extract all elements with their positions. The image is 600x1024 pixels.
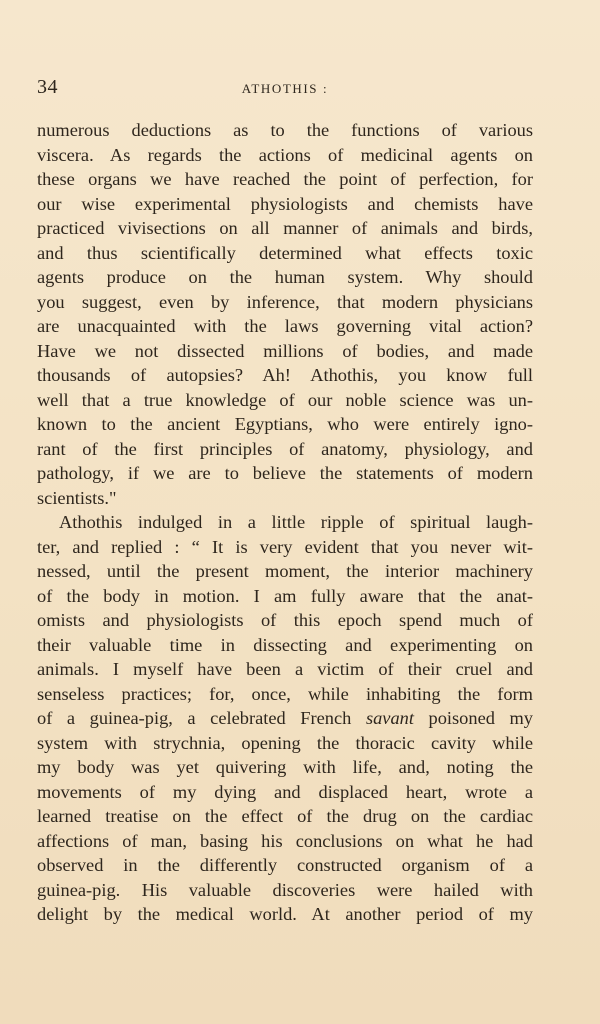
text-line: senseless practices; for, once, while inhabiting the form: [37, 683, 533, 704]
text-line: known to the ancient Egyptians, who were entirely igno-: [37, 414, 533, 434]
text-line: our wise experimental physiologists and chemists have: [37, 193, 533, 214]
text-line: Athothis indulged in a little ripple of spiritual laugh-: [59, 512, 533, 532]
text-line: affections of man, basing his conclusions on what he had: [37, 830, 533, 851]
running-head: ATHOTHIS :: [241, 81, 329, 96]
text-line: their valuable time in dissecting and experimenting on: [37, 634, 533, 655]
text-line: of the body in motion. I am fully aware that the anat-: [37, 585, 533, 606]
text-line: nessed, until the present moment, the interior machinery: [37, 561, 533, 581]
text-line: agents produce on the human system. Why should: [37, 267, 533, 287]
text-line: these organs we have reached the point of perfection, for: [37, 169, 533, 189]
text-line: pathology, if we are to believe the statements of modern: [37, 463, 533, 483]
text-segment: of a guinea-pig, a celebrated French: [37, 708, 366, 728]
text-line: delight by the medical world. At another period of my: [37, 904, 533, 924]
text-line: animals. I myself have been a victim of their cruel and: [37, 659, 533, 679]
text-line: learned treatise on the effect of the drug on the cardiac: [37, 806, 533, 826]
text-line: scientists.": [37, 487, 117, 508]
text-line: Have we not dissected millions of bodies, and made: [37, 340, 533, 361]
text-line: are unacquainted with the laws governing vital action?: [37, 316, 533, 336]
page-header: [37, 76, 533, 104]
text-line: thousands of autopsies? Ah! Athothis, you know full: [37, 365, 533, 385]
text-line: ter, and replied : “ It is very evident that you never wit-: [37, 536, 533, 557]
text-line: and thus scientifically determined what effects toxic: [37, 242, 533, 263]
text-line: practiced vivisections on all manner of animals and birds,: [37, 218, 533, 238]
text-line: numerous deductions as to the functions of various: [37, 120, 533, 140]
text-line: you suggest, even by inference, that modern physicians: [37, 291, 533, 312]
text-line: rant of the first principles of anatomy, physiology, and: [37, 438, 533, 459]
text-line: [37, 706, 533, 731]
text-line: viscera. As regards the actions of medicinal agents on: [37, 144, 533, 165]
text-line: well that a true knowledge of our noble science was un-: [37, 389, 533, 410]
text-line: guinea-pig. His valuable discoveries were hailed with: [37, 879, 533, 900]
text-line: omists and physiologists of this epoch spend much of: [37, 610, 533, 630]
text-line: movements of my dying and displaced heart, wrote a: [37, 781, 533, 802]
text-segment: poisoned my: [413, 708, 533, 728]
text-line: my body was yet quivering with life, and, noting the: [37, 757, 533, 777]
text-line: observed in the differently constructed organism of a: [37, 855, 533, 875]
page-number: 34: [37, 76, 58, 98]
text-line: system with strychnia, opening the thoracic cavity while: [37, 732, 533, 753]
italic-word: savant: [365, 708, 414, 728]
body-text: [37, 118, 533, 927]
